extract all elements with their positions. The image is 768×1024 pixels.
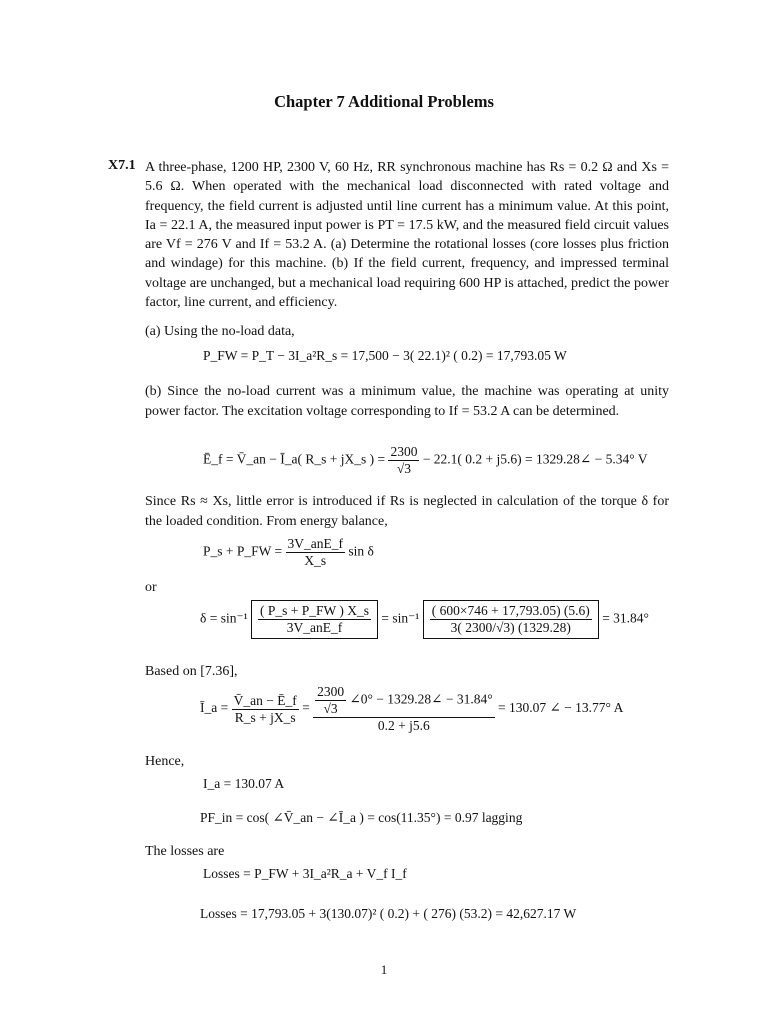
equation-power-num: 3V_anE_f xyxy=(287,536,343,551)
equation-ia-num2 xyxy=(313,684,495,718)
equation-ia-sqrt-fraction xyxy=(315,684,346,717)
equation-ia-num2-b: √3 xyxy=(323,701,338,716)
equation-ia-left: Ī_a = xyxy=(200,700,229,716)
equation-ia-den2: 0.2 + j5.6 xyxy=(377,718,430,733)
equation-losses-2: Losses = 17,793.05 + 3(130.07)² ( 0.2) + ( 276) (53.2) = 42,627.17 W xyxy=(200,906,577,921)
losses-intro: The losses are xyxy=(145,844,225,859)
equation-ia-den1: R_s + jX_s xyxy=(234,709,296,725)
equation-ia-num1: V̄_an − Ē_f xyxy=(233,692,297,708)
equation-delta-mid: = sin⁻¹ xyxy=(381,610,420,626)
equation-power-right: sin δ xyxy=(348,543,374,559)
equation-power-left: P_s + P_FW = xyxy=(203,543,283,559)
problem-number: X7.1 xyxy=(108,158,136,173)
based-on-label: Based on [7.36], xyxy=(145,664,238,679)
equation-losses-1: Losses = P_FW + 3I_a²R_a + V_f I_f xyxy=(203,866,407,881)
equation-ia-num2-a: 2300 xyxy=(317,684,345,699)
problem-statement: A three-phase, 1200 HP, 2300 V, 60 Hz, RR synchronous machine has Rs = 0.2 Ω and Xs = 5.6 Ω. When operated with the mechanical load disconnected with rated voltage and frequency, the field current is adjusted until line current has a minimum value. At this point, Ia = 22.1 A, the measured input power is PT = 17.5 kW, and the measured field circuit values are Vf = 276 V and If = 53.2 A. (a) Determine the rotational losses (core losses plus friction and windage) for this machine. (b) If the field current, frequency, and impressed terminal voltage are unchanged, but a mechanical load requiring 600 HP is attached, predict the power factor, line current, and efficiency. xyxy=(145,160,669,311)
equation-delta-bracket-1 xyxy=(251,600,378,639)
equation-delta-num1: ( P_s + P_FW ) X_s xyxy=(260,603,370,618)
equation-ef-right: − 22.1( 0.2 + j5.6) = 1329.28∠ − 5.34° V xyxy=(422,451,648,467)
or-label: or xyxy=(145,580,157,595)
equation-delta-fraction-2 xyxy=(430,603,592,636)
equation-delta-fraction-1 xyxy=(258,603,371,636)
equation-ia-fraction-1 xyxy=(232,693,299,726)
since-paragraph: Since Rs ≈ Xs, little error is introduced if Rs is neglected in calculation of the torque δ for the loaded condition. From energy balance, xyxy=(145,494,669,529)
hence-label: Hence, xyxy=(145,754,185,769)
equation-delta xyxy=(200,600,649,639)
equation-delta-num2: ( 600×746 + 17,793.05) (5.6) xyxy=(431,603,590,618)
equation-ia-fraction-2 xyxy=(313,684,495,734)
equation-ia-magnitude: I_a = 130.07 A xyxy=(203,776,285,791)
equation-delta-den2: 3( 2300/√3) (1329.28) xyxy=(450,620,571,635)
equation-ef-left: Ē_f = V̄_an − Ī_a( R_s + jX_s ) = xyxy=(203,451,386,467)
equation-power-factor: PF_in = cos( ∠V̄_an − ∠Ī_a ) = cos(11.35°) = 0.97 lagging xyxy=(200,810,523,825)
equation-ef-fraction xyxy=(388,444,419,477)
equation-ef-den: √3 xyxy=(396,461,412,476)
equation-delta-right: = 31.84° xyxy=(602,610,649,626)
equation-pfw: P_FW = P_T − 3I_a²R_s = 17,500 − 3( 22.1)² ( 0.2) = 17,793.05 W xyxy=(203,348,567,363)
equation-power-den: X_s xyxy=(304,553,327,568)
page-number: 1 xyxy=(380,962,388,977)
equation-ef xyxy=(203,444,647,477)
equation-delta-bracket-2 xyxy=(423,600,599,639)
page-title: Chapter 7 Additional Problems xyxy=(274,92,494,111)
equation-ia xyxy=(200,684,623,734)
equation-power xyxy=(203,536,374,569)
part-b-intro: (b) Since the no-load current was a minimum value, the machine was operating at unity power factor. The excitation voltage corresponding to If = 53.2 A can be determined. xyxy=(145,384,669,419)
part-a-intro: (a) Using the no-load data, xyxy=(145,324,295,339)
equation-power-fraction xyxy=(286,536,345,569)
equation-delta-den1: 3V_anE_f xyxy=(286,620,343,635)
equation-ia-equals: = xyxy=(302,700,310,716)
equation-ia-num2-c: ∠0° − 1329.28∠ − 31.84° xyxy=(349,691,493,707)
equation-ef-num: 2300 xyxy=(390,444,418,459)
equation-ia-right: = 130.07 ∠ − 13.77° A xyxy=(498,700,624,716)
equation-delta-left: δ = sin⁻¹ xyxy=(200,610,248,626)
